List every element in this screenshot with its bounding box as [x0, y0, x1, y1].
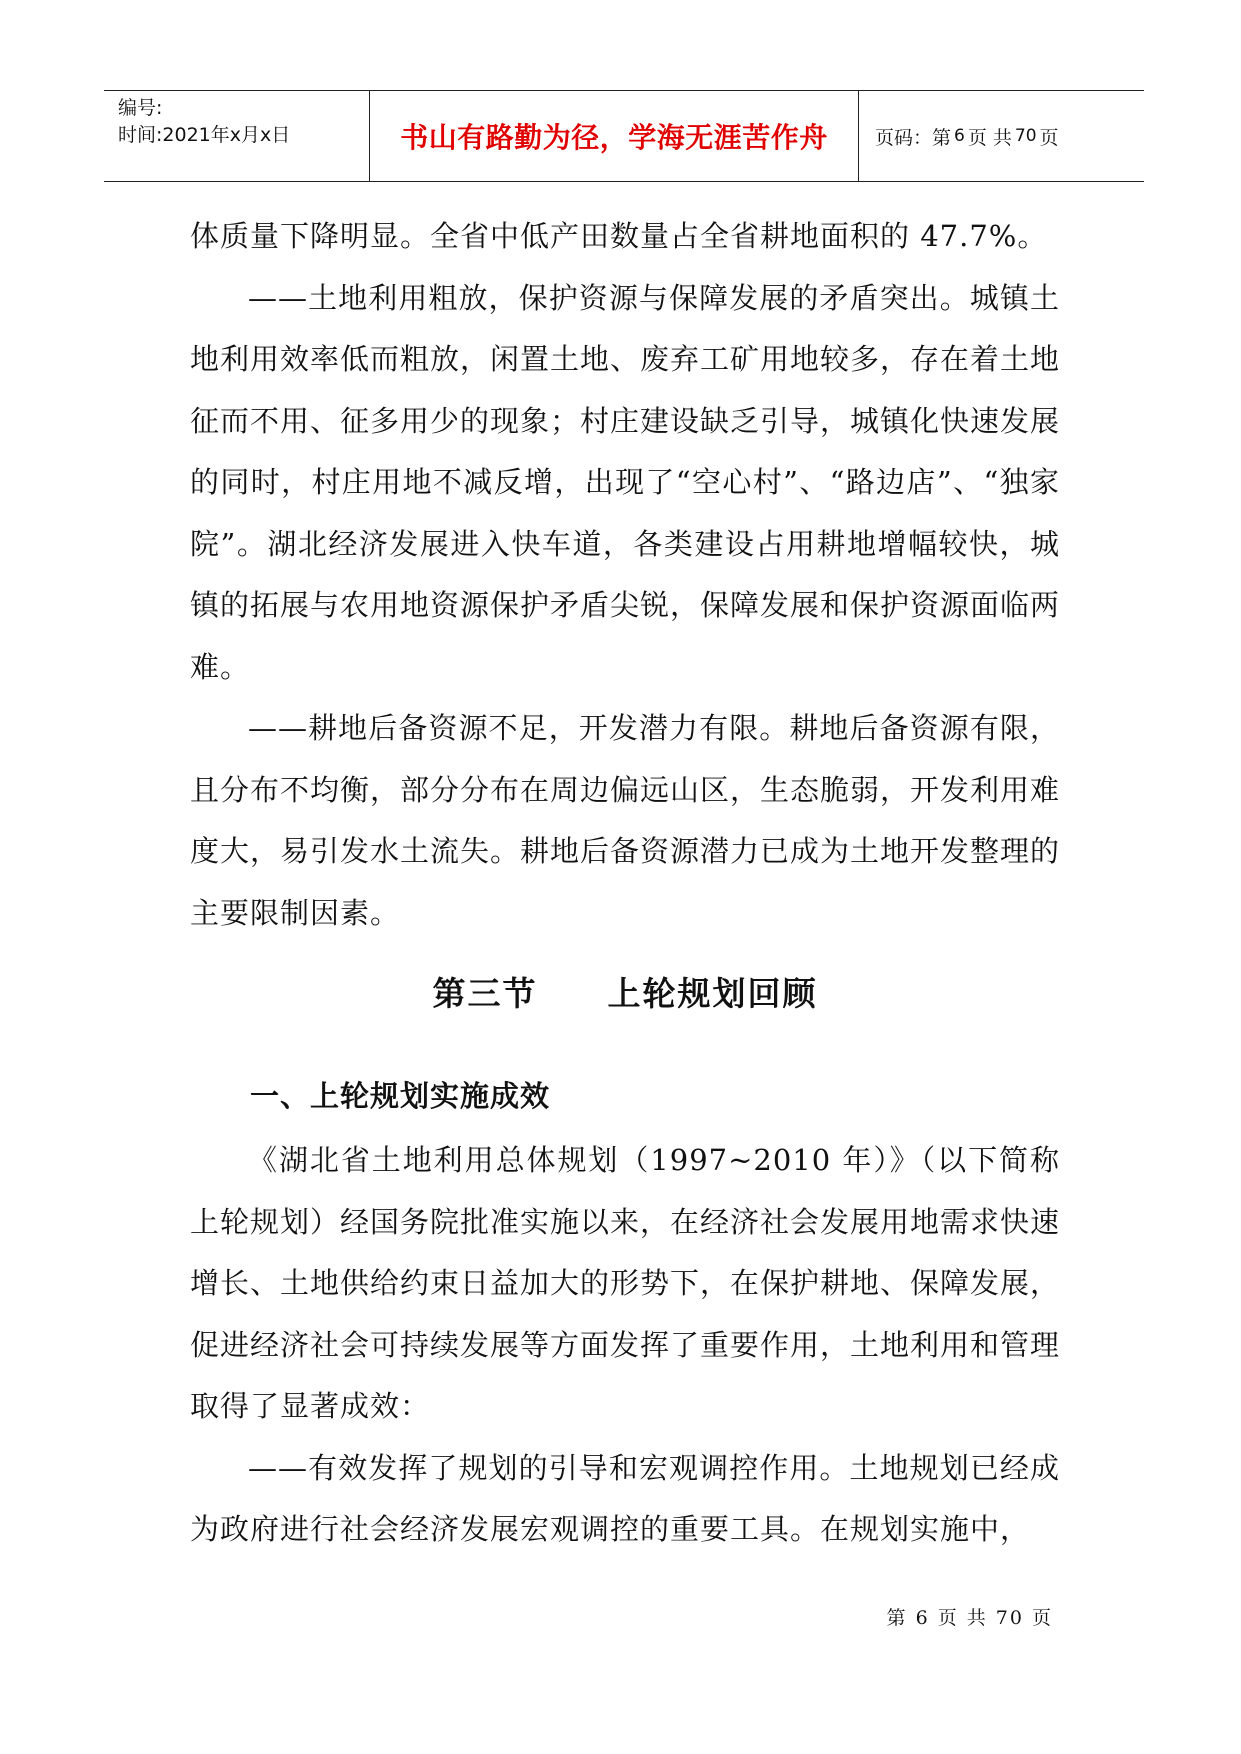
page-current: 6	[954, 126, 965, 146]
page-suffix: 页	[1039, 126, 1059, 149]
body-block-top	[190, 206, 1060, 944]
paragraph: ——耕地后备资源不足，开发潜力有限。耕地后备资源有限，且分布不均衡，部分分布在周边偏远山区，生态脆弱，开发利用难度大，易引发水土流失。耕地后备资源潜力已成为土地开发整理的主要限制因素。	[190, 711, 1061, 930]
subsection-heading: 一、上轮规划实施成效	[250, 1079, 551, 1113]
paragraph: ——土地利用粗放，保护资源与保障发展的矛盾突出。城镇土地利用效率低而粗放，闲置土地、废弃工矿用地较多，存在着土地征而不用、征多用少的现象；村庄建设缺乏引导，城镇化快速发展的同时，村庄用地不减反增，出现了“空心村”、“路边店”、“独家院”。湖北经济发展进入快车道，各类建设占用耕地增幅较快，城镇的拓展与农用地资源保护矛盾尖锐，保障发展和保护资源面临两难。	[190, 280, 1061, 684]
header-motto: 书山有路勤为径，学海无涯苦作舟	[400, 121, 828, 154]
paragraph: 《湖北省土地利用总体规划（1997~2010 年）》（以下简称上轮规划）经国务院批准实施以来，在经济社会发展用地需求快速增长、土地供给约束日益加大的形势下，在保护耕地、保障发展，促进经济社会可持续发展等方面发挥了重要作用，土地利用和管理取得了显著成效：	[190, 1143, 1061, 1423]
page-prefix: 页码：第	[875, 126, 952, 149]
page-header	[104, 90, 1144, 182]
page-mid: 页 共	[967, 126, 1012, 149]
section-number: 第三节	[432, 974, 538, 1013]
page-footer: 第 6 页 共 70 页	[886, 1607, 1053, 1629]
paragraph: 体质量下降明显。全省中低产田数量占全省耕地面积的 47.7%。	[190, 219, 1048, 253]
header-meta	[104, 91, 369, 181]
body-block-bottom	[190, 1130, 1060, 1561]
section-title: 上轮规划回顾	[607, 974, 818, 1013]
section-heading	[190, 968, 1060, 1015]
document-number-label: 编号:	[118, 97, 163, 119]
paragraph: ——有效发挥了规划的引导和宏观调控作用。土地规划已经成为政府进行社会经济发展宏观调控的重要工具。在规划实施中，	[190, 1450, 1060, 1546]
header-page-info	[859, 91, 1144, 181]
header-motto-cell	[369, 91, 859, 181]
page-total: 70	[1014, 126, 1037, 146]
document-time-label: 时间:2021年x月x日	[118, 124, 291, 146]
